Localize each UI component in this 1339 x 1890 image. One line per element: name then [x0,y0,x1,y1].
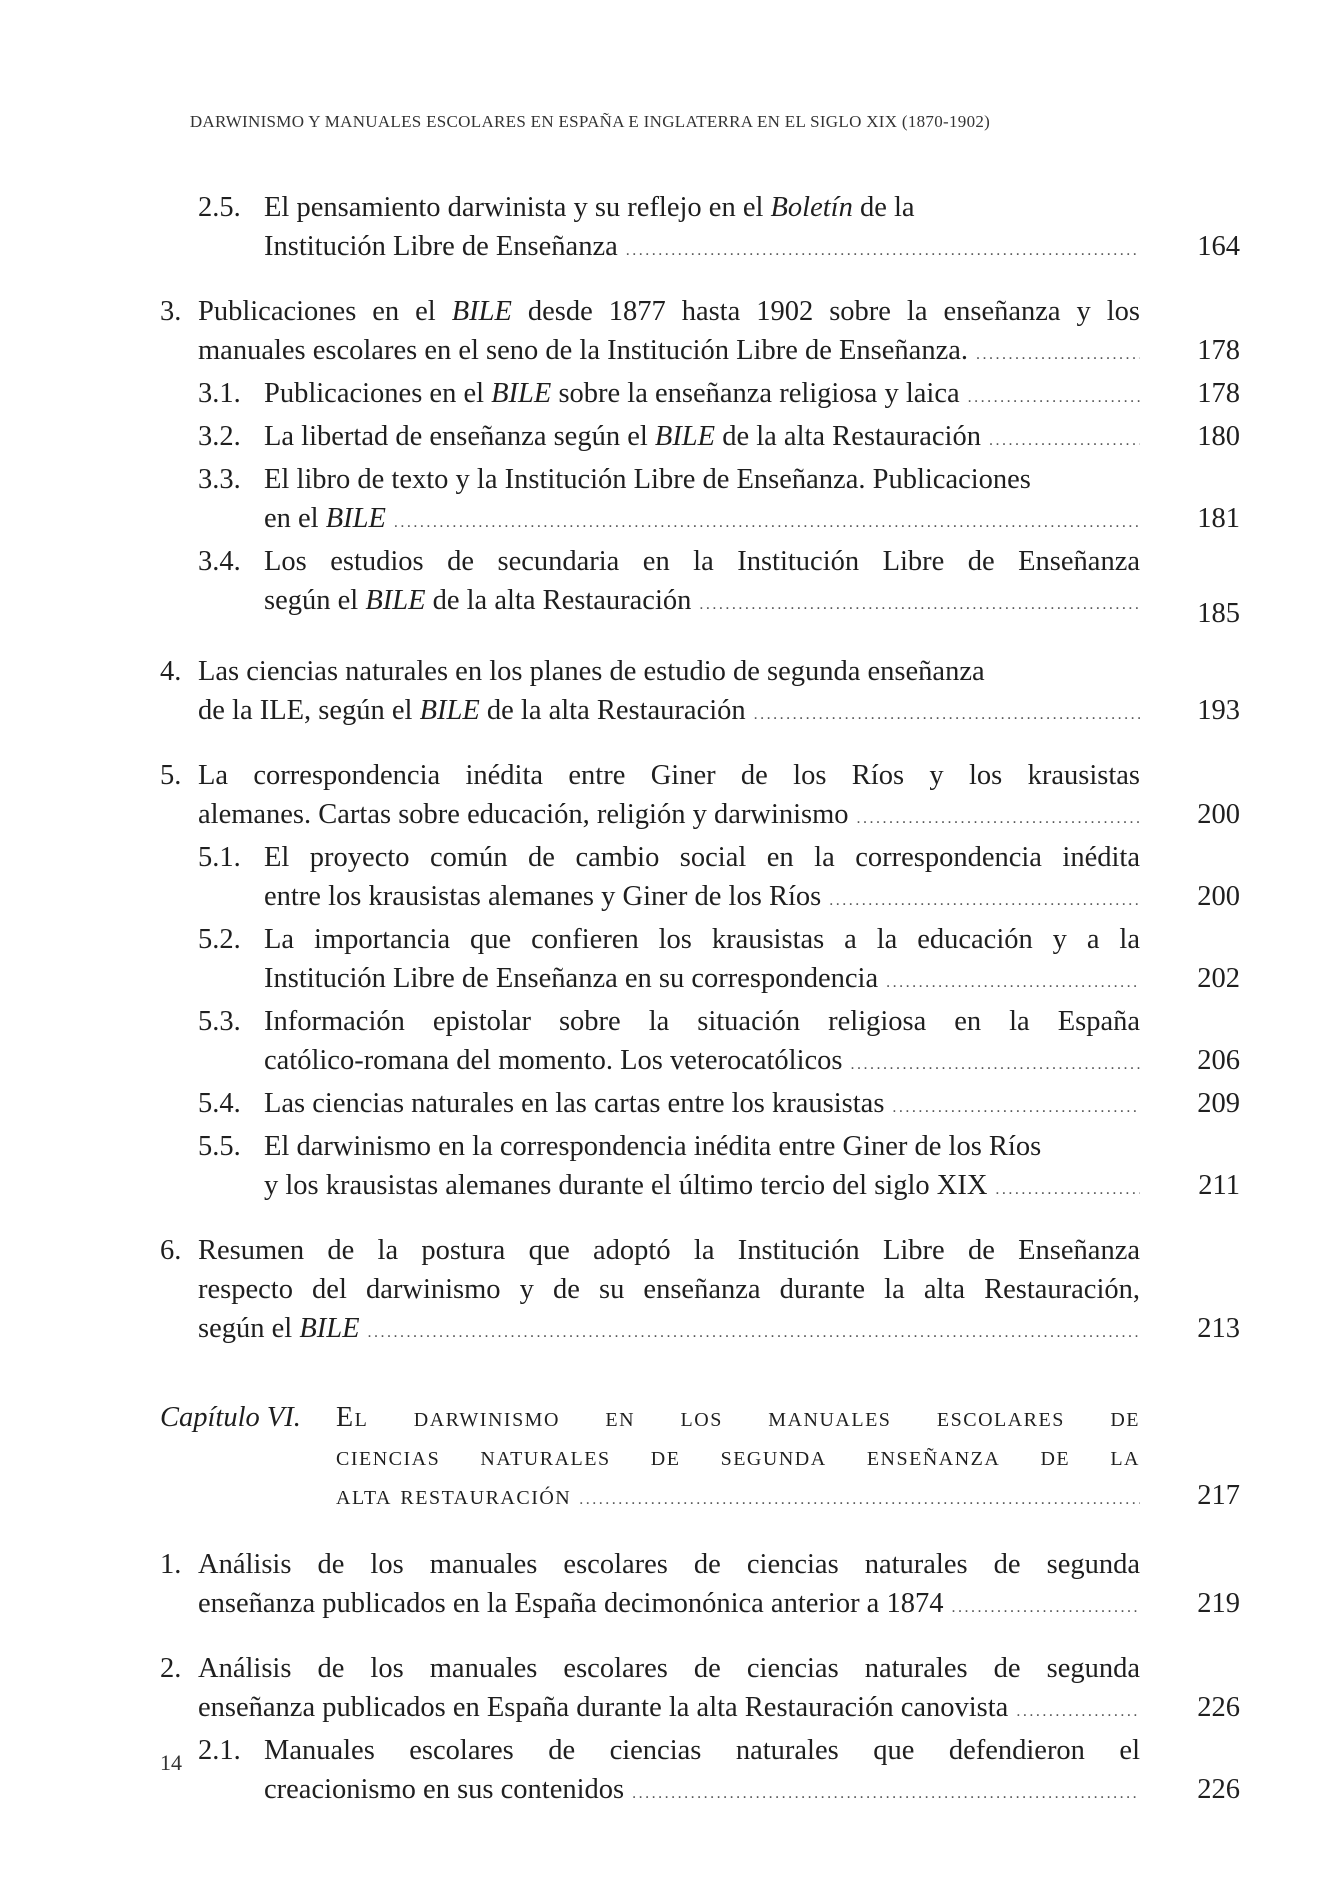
dot-leader [976,335,1140,374]
toc-entry[interactable] [160,188,1240,270]
dot-leader [886,963,1140,1002]
entry-title-cont: Institución Libre de Enseñanza [264,231,618,262]
toc-entry[interactable] [160,1649,1240,1731]
page-number: 180 [1197,421,1240,452]
toc-entry[interactable] [160,542,1240,629]
page-number: 226 [1197,1692,1240,1723]
entry-title-cont: manuales escolares en el seno de la Institución Libre de Enseñanza. [198,335,968,366]
dot-leader [626,231,1140,270]
entry-title: El libro de texto y la Institución Libre de Enseñanza. Publicaciones [264,464,1031,495]
page-number: 178 [1197,378,1240,409]
table-of-contents [160,188,1240,1813]
entry-title: La importancia que confieren los krausistas a la educación y a la [264,924,1140,955]
dot-leader [892,1088,1140,1127]
page-number: 211 [1198,1170,1240,1201]
entry-number: 2.1. [198,1735,241,1766]
entry-title: Manuales escolares de ciencias naturales que defendieron el [264,1735,1140,1766]
chapter-title-cont: ciencias naturales de segunda enseñanza de la [336,1441,1140,1472]
page-number: 181 [1197,503,1240,534]
entry-title-cont: Institución Libre de Enseñanza en su correspondencia [264,963,879,994]
toc-entry[interactable] [160,1231,1240,1352]
entry-title: Análisis de los manuales escolares de ciencias naturales de segunda [198,1653,1140,1684]
entry-title: Información epistolar sobre la situación religiosa en la España [264,1006,1140,1037]
entry-number: 3.3. [198,464,241,495]
entry-number: 4. [160,656,182,687]
page-number: 200 [1197,799,1240,830]
page-number: 213 [1197,1313,1240,1344]
entry-title: Publicaciones en el BILE desde 1877 hasta 1902 sobre la enseñanza y los [198,296,1140,327]
entry-number: 2. [160,1653,182,1684]
entry-title-cont: entre los krausistas alemanes y Giner de los Ríos [264,881,822,912]
page-number: 178 [1197,335,1240,366]
entry-number: 3.2. [198,421,241,452]
page-number: 217 [1197,1480,1240,1511]
entry-title-cont: y los krausistas alemanes durante el último tercio del siglo XIX [264,1170,988,1201]
dot-leader [579,1480,1140,1519]
entry-title-cont: enseñanza publicados en la España decimonónica anterior a 1874 [198,1588,944,1619]
entry-title-cont: católico-romana del momento. Los veterocatólicos [264,1045,843,1076]
entry-title: El proyecto común de cambio social en la correspondencia inédita [264,842,1140,873]
entry-number: 3.1. [198,378,241,409]
dot-leader [968,378,1140,417]
chapter-label: Capítulo VI. [160,1402,301,1433]
entry-title: Las ciencias naturales en los planes de estudio de segunda enseñanza [198,656,985,687]
entry-title-cont: según el BILE de la alta Restauración [264,585,692,616]
toc-entry[interactable] [160,920,1240,1002]
entry-title: Análisis de los manuales escolares de ciencias naturales de segunda [198,1549,1140,1580]
entry-number: 5.5. [198,1131,241,1162]
dot-leader [699,585,1140,624]
dot-leader [995,1170,1140,1209]
entry-title-cont: alemanes. Cartas sobre educación, religión y darwinismo [198,799,849,830]
entry-number: 3. [160,296,182,327]
entry-number: 5. [160,760,182,791]
page-number: 164 [1197,231,1240,262]
toc-entry[interactable] [160,1002,1240,1084]
entry-title-cont: respecto del darwinismo y de su enseñanza durante la alta Restauración, [198,1274,1140,1305]
entry-title-cont: creacionismo en sus contenidos [264,1774,625,1805]
toc-entry[interactable] [160,1084,1240,1127]
entry-number: 5.1. [198,842,241,873]
chapter-heading[interactable] [160,1398,1240,1519]
toc-entry[interactable] [160,292,1240,374]
toc-entry[interactable] [160,1545,1240,1627]
entry-number: 5.4. [198,1088,241,1119]
entry-title: El darwinismo en la correspondencia inédita entre Giner de los Ríos [264,1131,1042,1162]
dot-leader [367,1313,1140,1352]
entry-title: Resumen de la postura que adoptó la Institución Libre de Enseñanza [198,1235,1140,1266]
entry-title-cont: enseñanza publicados en España durante la alta Restauración canovista [198,1692,1009,1723]
toc-entry[interactable] [160,756,1240,838]
dot-leader [754,695,1140,734]
chapter-title: El darwinismo en los manuales escolares de [336,1402,1140,1433]
toc-entry[interactable] [160,374,1240,417]
chapter-title-cont: alta restauración [336,1480,572,1511]
dot-leader [1016,1692,1140,1731]
dot-leader [394,503,1140,542]
entry-title: Publicaciones en el BILE sobre la enseñanza religiosa y laica ..... [264,374,1140,417]
entry-title-cont: en el BILE [264,503,386,534]
entry-title-cont: según el BILE [198,1313,360,1344]
page-number: 185 [1197,598,1240,629]
dot-leader [857,799,1140,838]
page-number: 202 [1197,963,1240,994]
entry-title: Las ciencias naturales en las cartas entre los krausistas [264,1088,885,1119]
entry-title-cont: de la ILE, según el BILE de la alta Restauración [198,695,746,726]
page-number: 206 [1197,1045,1240,1076]
dot-leader [851,1045,1140,1084]
dot-leader [951,1588,1140,1627]
dot-leader [829,881,1140,920]
entry-number: 5.3. [198,1006,241,1037]
entry-number: 3.4. [198,546,241,577]
toc-entry[interactable] [160,460,1240,542]
entry-number: 2.5. [198,192,241,223]
page-number: 209 [1197,1088,1240,1119]
entry-number: 5.2. [198,924,241,955]
entry-title: La libertad de enseñanza según el BILE de la alta Restauración ..... [264,417,1140,460]
toc-entry[interactable] [160,417,1240,460]
entry-number: 1. [160,1549,182,1580]
toc-entry[interactable] [160,1731,1240,1813]
running-head: DARWINISMO Y MANUALES ESCOLARES EN ESPAÑA E INGLATERRA EN EL SIGLO XIX (1870-1902) [189,112,991,131]
entry-title: La correspondencia inédita entre Giner de los Ríos y los krausistas [198,760,1140,791]
page-number: 193 [1197,695,1240,726]
page-number: 200 [1197,881,1240,912]
toc-entry[interactable] [160,1127,1240,1209]
page-number: 219 [1197,1588,1240,1619]
toc-entry[interactable] [160,652,1240,734]
dot-leader [632,1774,1140,1813]
page-number: 226 [1197,1774,1240,1805]
page-folio: 14 [160,1750,182,1775]
entry-number: 6. [160,1235,182,1266]
entry-title: Los estudios de secundaria en la Institución Libre de Enseñanza [264,546,1140,577]
dot-leader [989,421,1140,460]
entry-title: El pensamiento darwinista y su reflejo en el Boletín de la [264,192,915,223]
toc-entry[interactable] [160,838,1240,920]
